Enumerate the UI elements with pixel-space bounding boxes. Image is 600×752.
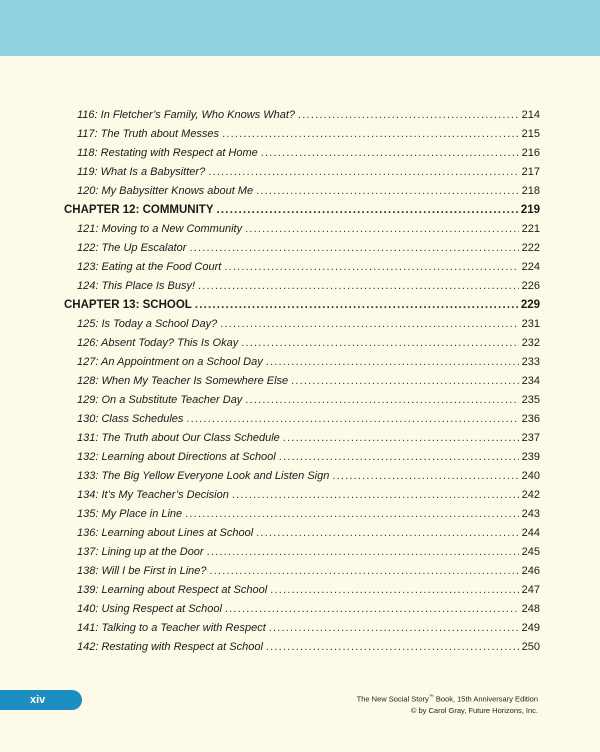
dot-leader (185, 505, 518, 524)
toc-entry-title: 121: Moving to a New Community (77, 223, 243, 235)
dot-leader (208, 163, 518, 182)
toc-entry-title: 134: It’s My Teacher’s Decision (77, 489, 229, 501)
toc-entry-page: 234 (521, 375, 540, 387)
toc-entry-page: 216 (521, 147, 540, 159)
toc-story-row (64, 391, 540, 410)
header-band (0, 0, 600, 56)
toc-entry-page: 243 (521, 508, 540, 520)
toc-story-row (64, 258, 540, 277)
toc-entry-page: 215 (521, 128, 540, 140)
toc-entry-page: 247 (521, 584, 540, 596)
toc-story-row (64, 543, 540, 562)
toc-entry-title: 128: When My Teacher Is Somewhere Else (77, 375, 289, 387)
dot-leader (266, 353, 519, 372)
footer-credits (357, 692, 538, 716)
dot-leader (291, 372, 519, 391)
dot-leader (298, 106, 519, 125)
toc-story-row (64, 334, 540, 353)
toc-story-row (64, 125, 540, 144)
toc-story-row (64, 505, 540, 524)
toc-entry-title: 132: Learning about Directions at School (77, 451, 276, 463)
toc-entry-page: 244 (521, 527, 540, 539)
toc-entry-page: 222 (521, 242, 540, 254)
toc-entry-page: 237 (521, 432, 540, 444)
toc-entry-page: 250 (521, 641, 540, 653)
dot-leader (245, 220, 519, 239)
toc-story-row (64, 372, 540, 391)
toc-story-row (64, 638, 540, 657)
dot-leader (270, 581, 518, 600)
toc-entry-title: 142: Restating with Respect at School (77, 641, 263, 653)
dot-leader (207, 543, 519, 562)
toc-entry-page: 232 (521, 337, 540, 349)
toc-entry-page: 214 (521, 109, 540, 121)
footer-copyright: © by Carol Gray, Future Horizons, Inc. (410, 705, 538, 715)
toc-entry-page: 229 (520, 299, 540, 311)
toc-entry-title: 119: What Is a Babysitter? (77, 166, 206, 178)
dot-leader (269, 619, 519, 638)
dot-leader (210, 562, 519, 581)
dot-leader (261, 144, 519, 163)
toc-story-row (64, 277, 540, 296)
dot-leader (225, 600, 519, 619)
toc-entry-title: 136: Learning about Lines at School (77, 527, 254, 539)
toc-story-row (64, 315, 540, 334)
toc-entry-title: 133: The Big Yellow Everyone Look and Listen Sign (77, 470, 330, 482)
toc-entry-page: 248 (521, 603, 540, 615)
toc-entry-page: 226 (521, 280, 540, 292)
toc-story-row (64, 220, 540, 239)
toc-entry-page: 233 (521, 356, 540, 368)
toc-entry-title: 138: Will I be First in Line? (77, 565, 207, 577)
footer-book-title: The New Social Story™ Book, 15th Anniversary Edition (356, 694, 538, 704)
toc-entry-page: 221 (521, 223, 540, 235)
dot-leader (256, 524, 519, 543)
dot-leader (217, 201, 518, 220)
toc-entry-page: 217 (521, 166, 540, 178)
page-number: xiv (30, 694, 46, 706)
toc-story-row (64, 429, 540, 448)
toc-entry-page: 246 (521, 565, 540, 577)
dot-leader (332, 467, 518, 486)
dot-leader (266, 638, 519, 657)
dot-leader (220, 315, 518, 334)
toc-story-row (64, 239, 540, 258)
toc-story-row (64, 353, 540, 372)
toc-entry-title: 120: My Babysitter Knows about Me (77, 185, 254, 197)
dot-leader (279, 448, 519, 467)
toc-entry-title: 124: This Place Is Busy! (77, 280, 195, 292)
toc-entry-page: 218 (521, 185, 540, 197)
toc-entry-page: 235 (521, 394, 540, 406)
dot-leader (195, 296, 518, 315)
toc-entry-page: 224 (521, 261, 540, 273)
dot-leader (232, 486, 519, 505)
toc-entry-title: 123: Eating at the Food Court (77, 261, 222, 273)
dot-leader (198, 277, 519, 296)
toc-entry-title: 130: Class Schedules (77, 413, 184, 425)
toc-entry-page: 249 (521, 622, 540, 634)
toc-chapter-row (64, 296, 540, 315)
toc-story-row (64, 163, 540, 182)
toc-entry-page: 219 (520, 204, 540, 216)
toc-chapter-row (64, 201, 540, 220)
toc-entry-title: CHAPTER 13: SCHOOL (64, 299, 192, 311)
toc-story-row (64, 486, 540, 505)
toc-story-row (64, 182, 540, 201)
toc-entry-title: 118: Restating with Respect at Home (77, 147, 258, 159)
toc-story-row (64, 581, 540, 600)
toc-entry-title: 135: My Place in Line (77, 508, 183, 520)
toc-entry-page: 242 (521, 489, 540, 501)
toc-entry-title: 140: Using Respect at School (77, 603, 222, 615)
toc-entry-title: 122: The Up Escalator (77, 242, 187, 254)
dot-leader (222, 125, 519, 144)
dot-leader (283, 429, 519, 448)
toc-entry-title: 127: An Appointment on a School Day (77, 356, 263, 368)
toc-story-row (64, 448, 540, 467)
dot-leader (245, 391, 518, 410)
toc-story-row (64, 144, 540, 163)
toc-story-row (64, 600, 540, 619)
toc-entry-title: 126: Absent Today? This Is Okay (77, 337, 239, 349)
dot-leader (224, 258, 518, 277)
dot-leader (241, 334, 518, 353)
toc-entry-page: 236 (521, 413, 540, 425)
toc-entry-title: CHAPTER 12: COMMUNITY (64, 204, 214, 216)
toc-story-row (64, 106, 540, 125)
dot-leader (186, 410, 518, 429)
toc-story-row (64, 524, 540, 543)
toc-entry-title: 141: Talking to a Teacher with Respect (77, 622, 266, 634)
toc-entry-title: 129: On a Substitute Teacher Day (77, 394, 243, 406)
dot-leader (189, 239, 518, 258)
dot-leader (256, 182, 519, 201)
toc-entry-page: 245 (521, 546, 540, 558)
toc-story-row (64, 562, 540, 581)
toc-story-row (64, 467, 540, 486)
toc-entry-title: 117: The Truth about Messes (77, 128, 220, 140)
page-number-tab (0, 690, 82, 710)
toc-entry-page: 240 (521, 470, 540, 482)
table-of-contents (64, 106, 540, 657)
toc-story-row (64, 410, 540, 429)
toc-entry-title: 116: In Fletcher’s Family, Who Knows What? (77, 109, 296, 121)
toc-story-row (64, 619, 540, 638)
toc-entry-title: 131: The Truth about Our Class Schedule (77, 432, 280, 444)
toc-entry-page: 231 (521, 318, 540, 330)
toc-entry-title: 139: Learning about Respect at School (77, 584, 268, 596)
toc-entry-title: 137: Lining up at the Door (77, 546, 204, 558)
toc-entry-title: 125: Is Today a School Day? (77, 318, 218, 330)
toc-entry-page: 239 (521, 451, 540, 463)
